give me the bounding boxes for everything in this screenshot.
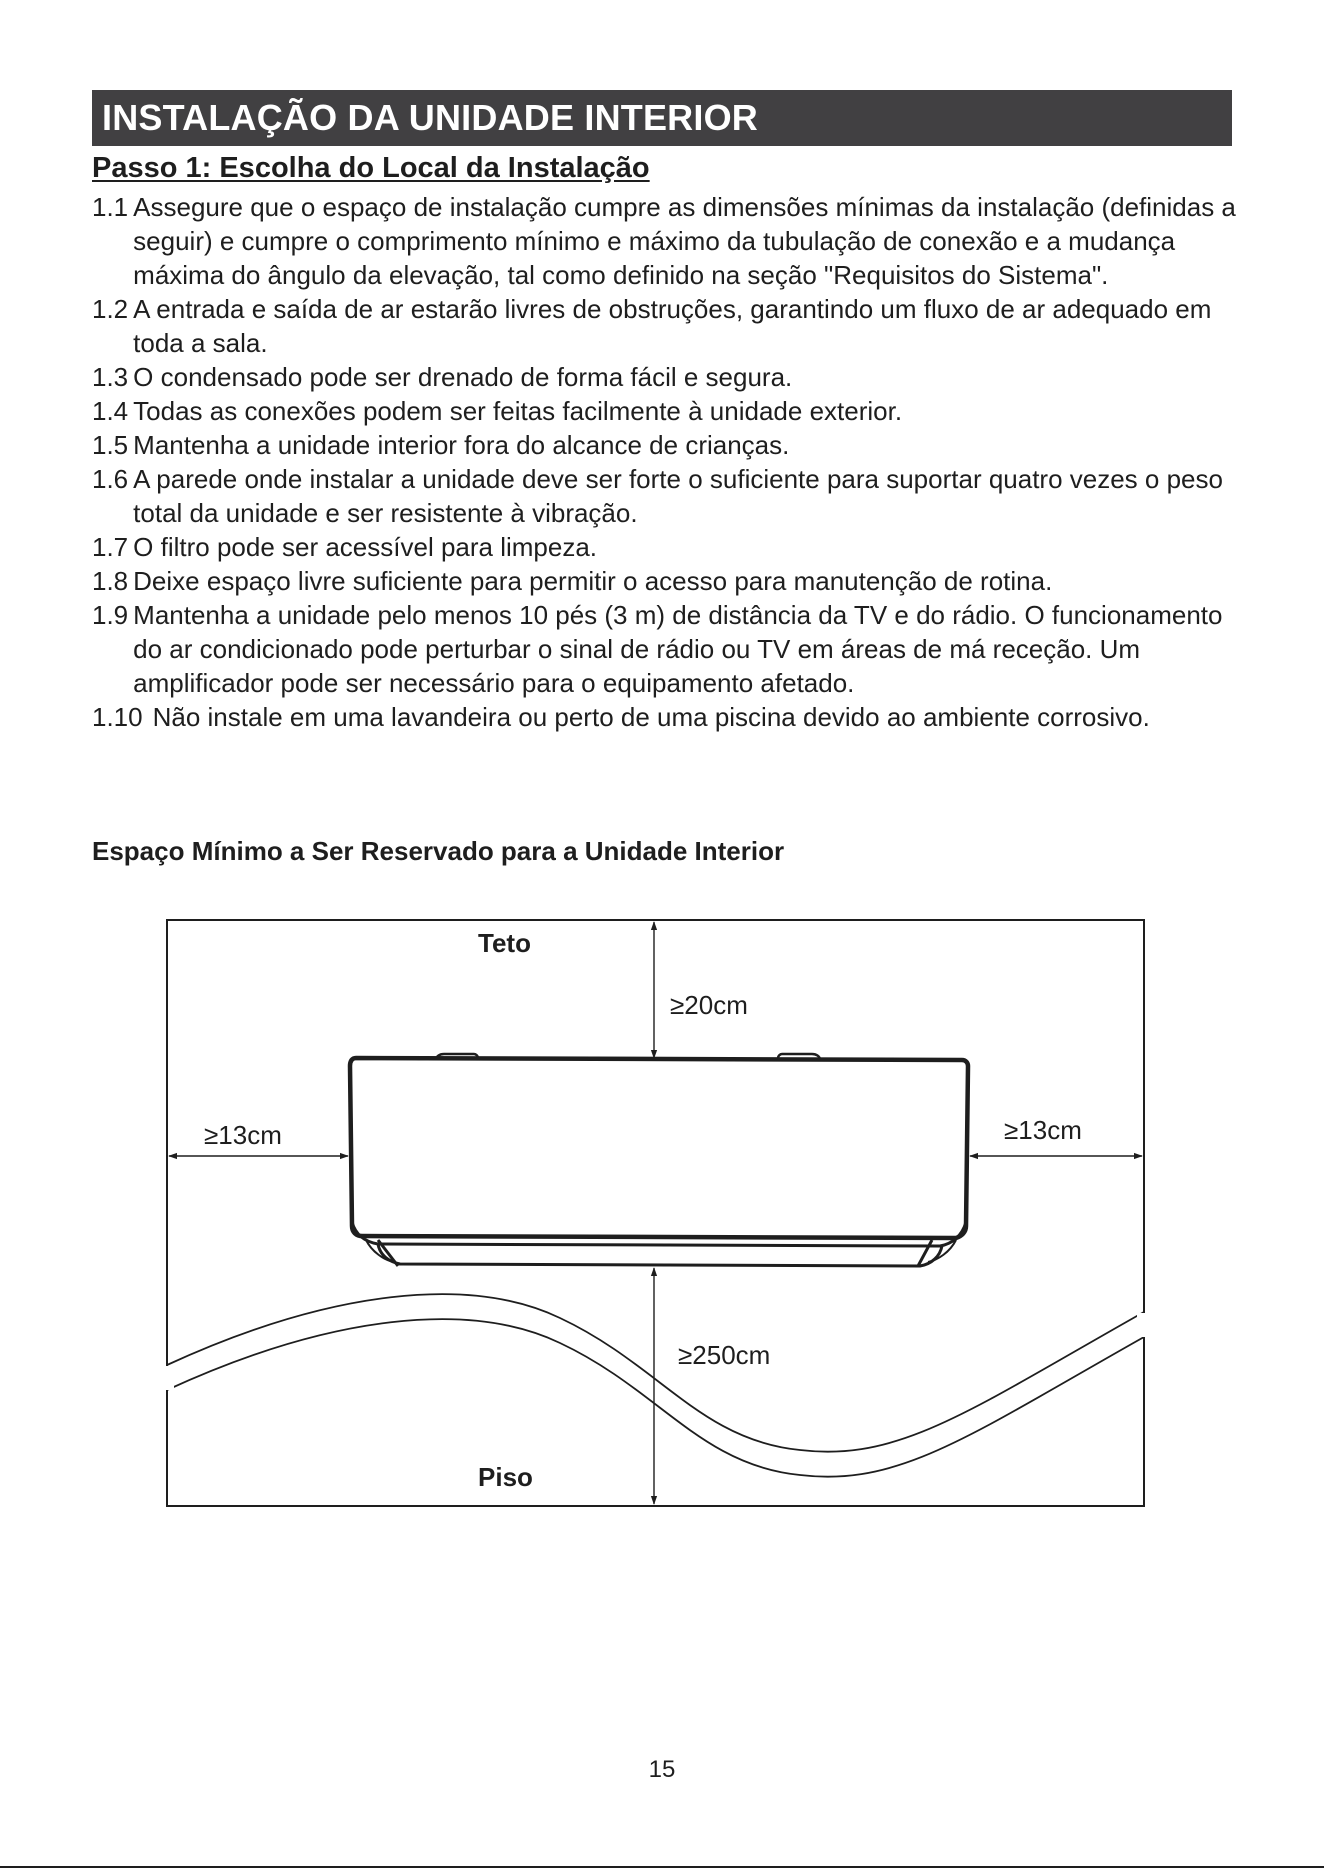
item-text: A parede onde instalar a unidade deve ser forte o suficiente para suportar quatro vezes o peso total da unidade e ser resistente à vibração. [133,464,1223,528]
item-text: Mantenha a unidade pelo menos 10 pés (3 m) de distância da TV e do rádio. O funcionamento do ar condicionado pode perturbar o sinal de rádio ou TV em áreas de má receção. Um amplificador pode ser necessário para o equipamento afetado. [133,600,1223,698]
item-number: 1.9 [92,600,129,630]
item-number: 1.3 [92,362,129,392]
section-subtitle: Espaço Mínimo a Ser Reservado para a Unidade Interior [92,836,785,866]
item-number: 1.2 [92,294,129,324]
item-text: O condensado pode ser drenado de forma fácil e segura. [133,362,793,392]
item-text: Todas as conexões podem ser feitas facilmente à unidade exterior. [133,396,903,426]
item-text: Não instale em uma lavandeira ou perto de uma piscina devido ao ambiente corrosivo. [152,702,1150,732]
item-text: Deixe espaço livre suficiente para permitir o acesso para manutenção de rotina. [133,566,1053,596]
floor-label: Piso [478,1462,533,1492]
right-clearance-label: ≥13cm [1004,1115,1082,1145]
step-title: Passo 1: Escolha do Local da Instalação [92,152,650,184]
item-number: 1.4 [92,396,129,426]
item-number: 1.1 [92,192,129,222]
item-number: 1.6 [92,464,129,494]
bottom-rule [0,1866,1324,1868]
ceiling-label: Teto [478,928,531,958]
item-text: A entrada e saída de ar estarão livres de obstruções, garantindo um fluxo de ar adequado em toda a sala. [133,294,1212,358]
break-mask-left [160,1366,174,1390]
item-number: 1.7 [92,532,129,562]
item-text: Assegure que o espaço de instalação cumpre as dimensões mínimas da instalação (definidas a seguir) e cumpre o comprimento mínimo e máximo da tubulação de conexão e a mudança máxima do ângulo da elevação, tal como definido na seção "Requisitos do Sistema". [133,192,1236,290]
bottom-clearance-label: ≥250cm [678,1340,771,1370]
section-banner: INSTALAÇÃO DA UNIDADE INTERIOR [92,90,1232,146]
top-clearance-label: ≥20cm [670,990,748,1020]
item-text: Mantenha a unidade interior fora do alcance de crianças. [133,430,790,460]
break-lines [167,1294,1144,1477]
break-mask-right [1137,1313,1151,1337]
item-number: 1.5 [92,430,129,460]
page-number: 15 [648,1756,676,1783]
left-clearance-label: ≥13cm [204,1120,282,1150]
indoor-unit [350,1054,968,1266]
item-number: 1.8 [92,566,129,596]
item-text: O filtro pode ser acessível para limpeza. [133,532,598,562]
item-number: 1.10 [92,702,143,732]
